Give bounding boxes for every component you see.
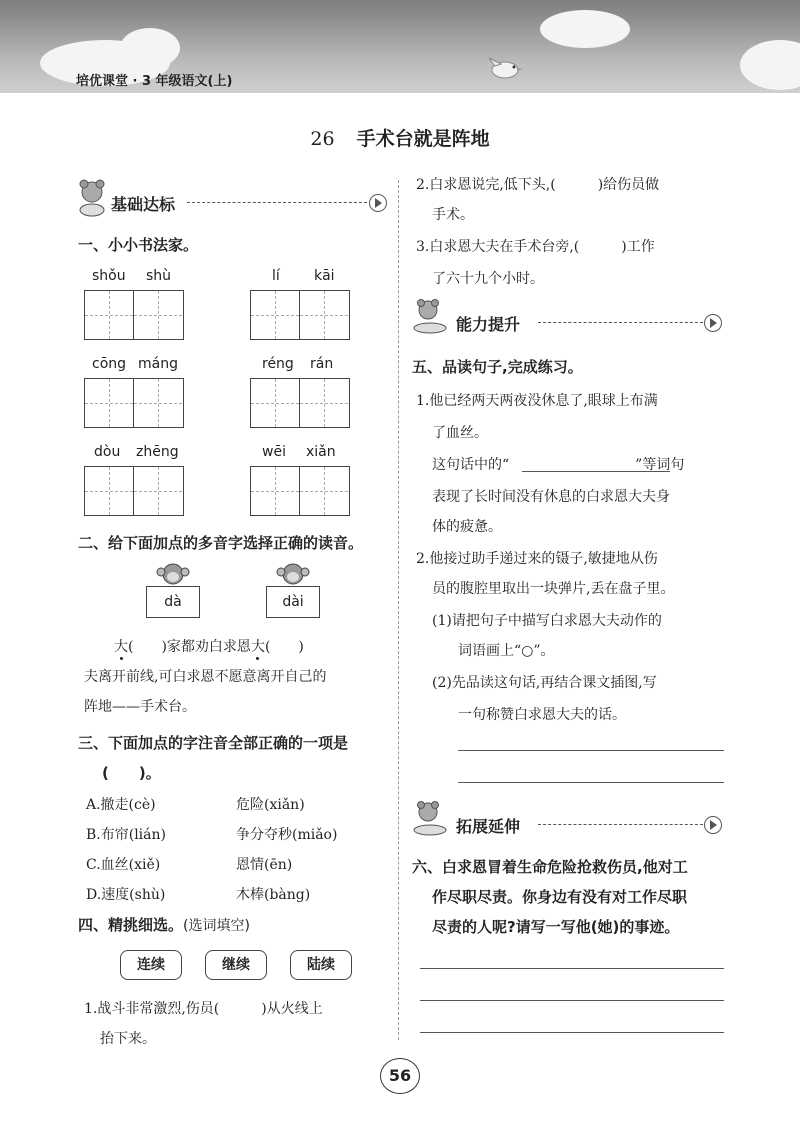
q4-sentence1-cont: 抬下来。 (100, 1031, 156, 1047)
option-dai: dài (266, 586, 320, 618)
q6-line3: 尽责的人呢?请写一写他(她)的事迹。 (432, 918, 680, 936)
book-title: 培优课堂 · 3 年级语文(上) (76, 74, 233, 89)
q4-sentence1: 1.战斗非常激烈,伤员( )从火线上 (84, 1001, 323, 1017)
option-da: dà (146, 586, 200, 618)
q3-option[interactable]: B.布帘(lián) (86, 827, 166, 843)
q4-subtitle: (选词填空) (183, 918, 250, 934)
q4-title (78, 914, 250, 935)
play-icon (704, 816, 722, 834)
cloud-decoration (120, 28, 180, 68)
mascot-icon (410, 298, 450, 338)
answer-line[interactable] (458, 750, 724, 751)
sentence-part: ( )家都劝白求恩 (128, 639, 251, 655)
cloud-decoration (540, 10, 630, 48)
play-icon (369, 194, 387, 212)
q1-title: 一、小小书法家。 (78, 236, 199, 254)
pinyin-label: lí (272, 268, 280, 284)
pinyin-label: cōng (92, 356, 127, 372)
q6-line2: 作尽职尽责。你身边有没有对工作尽职 (432, 888, 688, 906)
q5-p1: 了血丝。 (432, 425, 488, 441)
pinyin-label: rán (310, 356, 334, 372)
writing-grid[interactable] (84, 290, 184, 340)
pinyin-label: máng (138, 356, 178, 372)
answer-line[interactable] (420, 1032, 724, 1033)
q5-title: 五、品读句子,完成练习。 (412, 358, 583, 376)
q3-option: 争分夺秒(miǎo) (236, 827, 338, 843)
pinyin-label: kāi (314, 268, 335, 284)
q2-sentence-line2: 夫离开前线,可白求恩不愿意离开自己的 (84, 669, 327, 685)
writing-grid[interactable] (250, 290, 350, 340)
pinyin-label: shǒu (92, 268, 126, 284)
dotted-char: 大 (114, 639, 128, 655)
q4-sentence2-cont: 手术。 (432, 207, 474, 223)
dashed-line (538, 322, 703, 323)
q3-title: 三、下面加点的字注音全部正确的一项是 (78, 734, 349, 752)
section-extend (410, 806, 730, 842)
writing-grid[interactable] (84, 378, 184, 428)
q5-p2: 2.他接过助手递过来的镊子,敏捷地从伤 (416, 551, 658, 567)
q3-option[interactable]: C.血丝(xiě) (86, 857, 161, 873)
q3-answer-paren[interactable]: ( )。 (102, 764, 161, 782)
writing-grid[interactable] (250, 378, 350, 428)
q2-title: 二、给下面加点的多音字选择正确的读音。 (78, 534, 364, 552)
q5-p2-sub2: (2)先品读这句话,再结合课文插图,写 (432, 675, 657, 691)
pinyin-label: réng (262, 356, 294, 372)
q4-sentence3: 3.白求恩大夫在手术台旁,( )工作 (416, 239, 655, 255)
q5-p1: 体的疲惫。 (432, 519, 502, 535)
dashed-line (187, 202, 367, 203)
bird-icon (487, 54, 527, 84)
mascot-icon (75, 178, 109, 218)
q3-option[interactable]: A.撤走(cè) (86, 797, 156, 813)
q3-option: 木棒(bàng) (236, 887, 311, 903)
pinyin-label: shù (146, 268, 172, 284)
section-basic (75, 184, 390, 220)
q3-option[interactable]: D.速度(shù) (86, 887, 166, 903)
q4-sentence2: 2.白求恩说完,低下头,( )给伤员做 (416, 177, 660, 193)
page-header (0, 0, 800, 93)
fill-line[interactable] (522, 471, 670, 472)
section-basic-label: 基础达标 (111, 195, 176, 214)
q5-p1: 表现了长时间没有休息的白求恩大夫身 (432, 489, 670, 505)
q2-sentence-line1 (114, 636, 304, 656)
word-option: 继续 (205, 950, 267, 980)
pinyin-label: dòu (94, 444, 121, 460)
play-icon (704, 314, 722, 332)
pinyin-label: wēi (262, 444, 286, 460)
q3-option: 危险(xiǎn) (236, 797, 305, 813)
sentence-part: ( ) (264, 639, 304, 655)
lesson-name: 手术台就是阵地 (356, 128, 490, 150)
answer-line[interactable] (420, 1000, 724, 1001)
q4-sentence3-cont: 了六十九个小时。 (432, 271, 544, 287)
section-ability (410, 304, 730, 340)
q3-option: 恩情(ēn) (236, 857, 293, 873)
answer-line[interactable] (458, 782, 724, 783)
q5-p2: 员的腹腔里取出一块弹片,丢在盘子里。 (432, 581, 675, 597)
pinyin-label: zhēng (136, 444, 179, 460)
answer-line[interactable] (420, 968, 724, 969)
section-extend-label: 拓展延伸 (456, 817, 521, 836)
section-ability-label: 能力提升 (456, 315, 521, 334)
dotted-char: 大 (250, 639, 265, 655)
pinyin-label: xiǎn (306, 444, 336, 460)
mascot-icon (410, 800, 450, 840)
q5-p1-fill[interactable]: 这句话中的“ ”等词句 (432, 457, 685, 473)
q5-p2-sub2: 一句称赞白求恩大夫的话。 (458, 707, 626, 723)
q5-p1: 1.他已经两天两夜没休息了,眼球上布满 (416, 393, 658, 409)
q5-p2-sub1: 词语画上“○”。 (458, 643, 555, 659)
writing-grid[interactable] (250, 466, 350, 516)
word-option: 陆续 (290, 950, 352, 980)
page-number: 56 (380, 1058, 420, 1094)
lesson-title (0, 124, 800, 151)
column-divider (398, 180, 399, 1040)
q2-sentence-line3: 阵地——手术台。 (84, 699, 196, 715)
word-option: 连续 (120, 950, 182, 980)
cloud-decoration (740, 40, 800, 90)
lesson-number: 26 (310, 128, 335, 150)
q5-p2-sub1: (1)请把句子中描写白求恩大夫动作的 (432, 613, 662, 629)
dashed-line (538, 824, 703, 825)
writing-grid[interactable] (84, 466, 184, 516)
q4-title-text: 四、精挑细选。 (78, 916, 184, 934)
q6-line1: 六、白求恩冒着生命危险抢救伤员,他对工 (412, 858, 688, 876)
